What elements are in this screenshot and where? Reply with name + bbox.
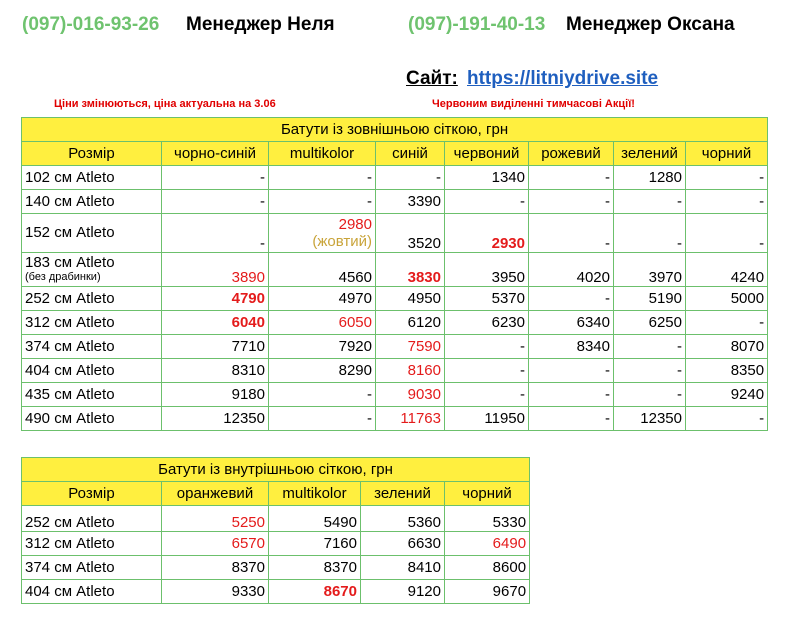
price-cell: 3950: [445, 253, 529, 287]
inner-net-price-table: [21, 457, 530, 604]
size-cell: 252 см Atleto: [22, 506, 162, 532]
size-cell: 490 см Atleto: [22, 407, 162, 431]
price-cell: 6230: [445, 311, 529, 335]
price-cell: -: [686, 311, 768, 335]
promo-notice: Червоним виділенні тимчасові Акції!: [432, 98, 635, 110]
size-sublabel: (без драбинки): [25, 270, 101, 283]
price-cell: -: [686, 214, 768, 253]
price-cell: 6120: [376, 311, 445, 335]
size-cell: 252 см Atleto: [22, 287, 162, 311]
table-row: [22, 166, 768, 190]
promo-price-cell: 6490: [445, 532, 530, 556]
price-cell: -: [614, 359, 686, 383]
promo-price: 2980: [338, 216, 372, 233]
promo-price-cell: 6570: [162, 532, 269, 556]
price-cell: -: [445, 335, 529, 359]
price-cell: 3520: [376, 214, 445, 253]
price-cell: 3390: [376, 190, 445, 214]
table-header-row: [22, 482, 530, 506]
column-header: чорний: [686, 142, 768, 166]
price-cell: 9180: [162, 383, 269, 407]
size-cell: 140 см Atleto: [22, 190, 162, 214]
promo-price-cell: 4790: [162, 287, 269, 311]
price-cell: -: [162, 190, 269, 214]
column-header: чорно-синій: [162, 142, 269, 166]
table-row: [22, 580, 530, 604]
price-cell: 5190: [614, 287, 686, 311]
price-cell: -: [162, 214, 269, 253]
price-cell: 4950: [376, 287, 445, 311]
price-cell: 1280: [614, 166, 686, 190]
price-cell: -: [529, 359, 614, 383]
price-cell: 5370: [445, 287, 529, 311]
price-cell: 12350: [614, 407, 686, 431]
size-cell: 102 см Atleto: [22, 166, 162, 190]
column-header: Розмір: [22, 142, 162, 166]
table-row: [22, 506, 530, 532]
table-row: [22, 383, 768, 407]
price-cell: 6250: [614, 311, 686, 335]
price-cell: -: [269, 166, 376, 190]
price-cell: -: [614, 190, 686, 214]
column-header: Розмір: [22, 482, 162, 506]
size-cell: 312 см Atleto: [22, 532, 162, 556]
price-cell: 3970: [614, 253, 686, 287]
promo-price-cell: 8670: [269, 580, 361, 604]
column-header: червоний: [445, 142, 529, 166]
site-label: Сайт:: [406, 68, 458, 89]
size-cell: 404 см Atleto: [22, 359, 162, 383]
column-header: синій: [376, 142, 445, 166]
price-cell: -: [445, 383, 529, 407]
table-title-row: [22, 458, 530, 482]
price-cell: 4020: [529, 253, 614, 287]
price-cell: 11950: [445, 407, 529, 431]
table-row: [22, 253, 768, 287]
price-cell: 8370: [269, 556, 361, 580]
price-cell: -: [445, 190, 529, 214]
table-row: [22, 359, 768, 383]
price-cell: -: [529, 214, 614, 253]
table-title-row: [22, 118, 768, 142]
price-cell: -: [376, 166, 445, 190]
table-row: [22, 287, 768, 311]
promo-price-cell: 9030: [376, 383, 445, 407]
price-cell: -: [529, 166, 614, 190]
price-cell: -: [529, 287, 614, 311]
promo-price-cell: 2930: [445, 214, 529, 253]
promo-price-cell: 8160: [376, 359, 445, 383]
phone-number-2[interactable]: (097)-191-40-13: [408, 14, 546, 35]
price-cell: 9670: [445, 580, 530, 604]
price-cell: -: [686, 166, 768, 190]
column-header: рожевий: [529, 142, 614, 166]
price-cell: -: [269, 383, 376, 407]
price-cell: 6630: [361, 532, 445, 556]
size-cell: [22, 253, 162, 287]
price-cell: 5000: [686, 287, 768, 311]
promo-price-cell: 6050: [269, 311, 376, 335]
table-row: [22, 556, 530, 580]
size-cell: 404 см Atleto: [22, 580, 162, 604]
color-note: (жовтий): [312, 233, 372, 250]
price-cell: -: [614, 214, 686, 253]
promo-price-cell: 3890: [162, 253, 269, 287]
price-cell: 4970: [269, 287, 376, 311]
promo-price-cell: 11763: [376, 407, 445, 431]
phone-number-1[interactable]: (097)-016-93-26: [22, 14, 160, 35]
price-cell: -: [445, 359, 529, 383]
price-cell: 9330: [162, 580, 269, 604]
price-cell: 5490: [269, 506, 361, 532]
price-cell: 8410: [361, 556, 445, 580]
price-cell: 8350: [686, 359, 768, 383]
size-cell: 374 см Atleto: [22, 556, 162, 580]
promo-price-cell: 7590: [376, 335, 445, 359]
size-cell: 435 см Atleto: [22, 383, 162, 407]
price-cell: -: [529, 383, 614, 407]
price-cell: 9240: [686, 383, 768, 407]
column-header: зелений: [361, 482, 445, 506]
table-row: [22, 532, 530, 556]
price-cell: 5360: [361, 506, 445, 532]
table-row: [22, 214, 768, 253]
size-cell: 374 см Atleto: [22, 335, 162, 359]
price-cell: -: [529, 407, 614, 431]
price-cell: 8290: [269, 359, 376, 383]
price-cell: 8310: [162, 359, 269, 383]
price-cell: -: [269, 407, 376, 431]
column-header: чорний: [445, 482, 530, 506]
price-notice: Ціни змінюються, ціна актуальна на 3.06: [54, 98, 276, 110]
price-cell: 4240: [686, 253, 768, 287]
outer-net-price-table: [21, 117, 768, 431]
price-cell: 8600: [445, 556, 530, 580]
price-cell: -: [614, 335, 686, 359]
price-cell: 8340: [529, 335, 614, 359]
price-cell: -: [614, 383, 686, 407]
table-row: [22, 190, 768, 214]
price-cell: -: [529, 190, 614, 214]
price-cell: 12350: [162, 407, 269, 431]
table-header-row: [22, 142, 768, 166]
column-header: multikolor: [269, 142, 376, 166]
price-cell: 7160: [269, 532, 361, 556]
price-cell: 5330: [445, 506, 530, 532]
price-cell: 7710: [162, 335, 269, 359]
column-header: зелений: [614, 142, 686, 166]
table-title: Батути із внутрішньою сіткою, грн: [22, 458, 530, 482]
manager-name-2: Менеджер Оксана: [566, 14, 735, 35]
size-cell: 152 см Atleto: [22, 214, 162, 253]
site-link[interactable]: https://litniydrive.site: [467, 68, 659, 89]
price-cell: 6340: [529, 311, 614, 335]
price-cell: 7920: [269, 335, 376, 359]
column-header: multikolor: [269, 482, 361, 506]
price-cell: [269, 214, 376, 253]
column-header: оранжевий: [162, 482, 269, 506]
price-cell: 9120: [361, 580, 445, 604]
table-row: [22, 407, 768, 431]
promo-price-cell: 5250: [162, 506, 269, 532]
size-label: 183 см Atleto: [25, 253, 115, 271]
price-cell: 4560: [269, 253, 376, 287]
price-cell: -: [269, 190, 376, 214]
table-row: [22, 335, 768, 359]
manager-name-1: Менеджер Неля: [186, 14, 335, 35]
price-cell: -: [686, 190, 768, 214]
price-cell: 8070: [686, 335, 768, 359]
promo-price-cell: 3830: [376, 253, 445, 287]
price-cell: -: [162, 166, 269, 190]
promo-price-cell: 6040: [162, 311, 269, 335]
table-row: [22, 311, 768, 335]
price-cell: 8370: [162, 556, 269, 580]
size-cell: 312 см Atleto: [22, 311, 162, 335]
table-title: Батути із зовнішньою сіткою, грн: [22, 118, 768, 142]
price-cell: -: [686, 407, 768, 431]
price-cell: 1340: [445, 166, 529, 190]
